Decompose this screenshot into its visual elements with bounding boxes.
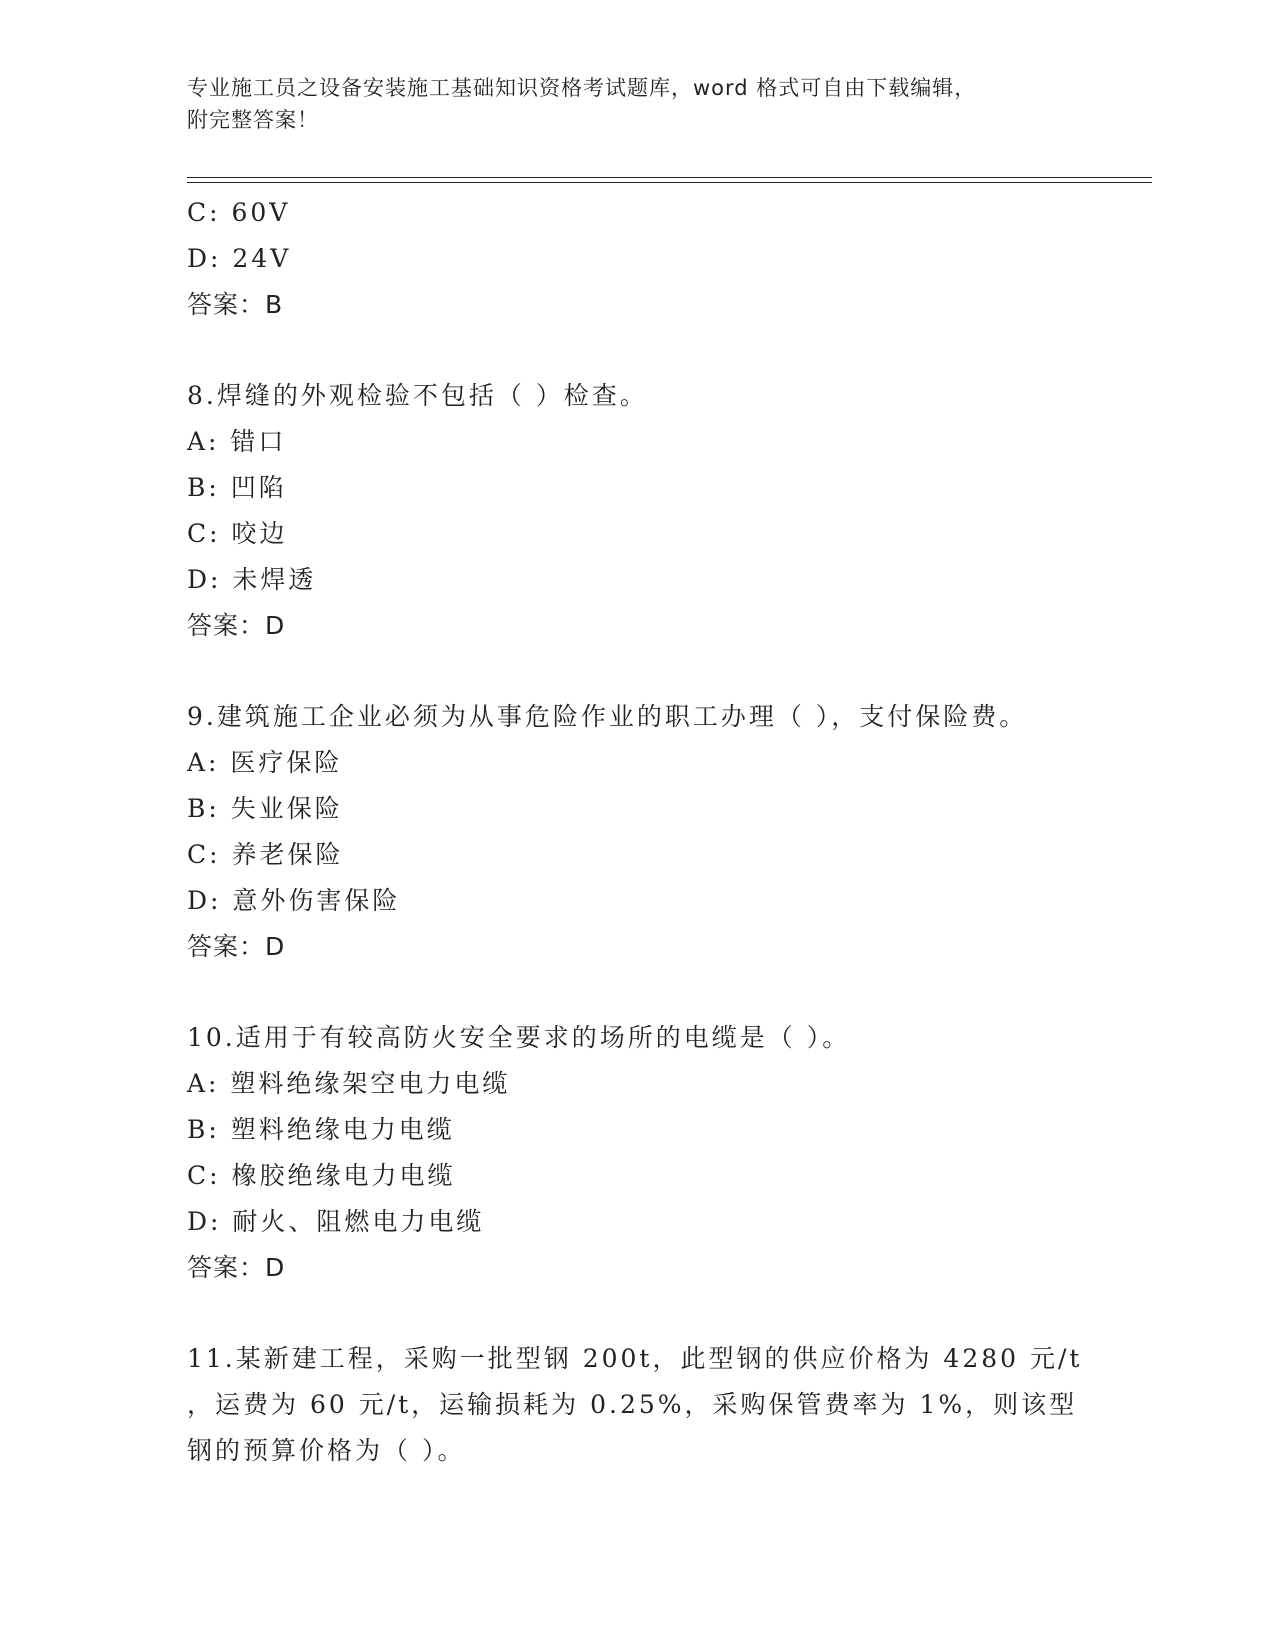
answer: 答案：D (187, 932, 286, 961)
option-d: D: 24V (187, 244, 292, 273)
option-b: B: 失业保险 (187, 794, 343, 823)
header-line-1: 专业施工员之设备安装施工基础知识资格考试题库，word 格式可自由下载编辑， (187, 76, 977, 100)
option-c: C: 橡胶绝缘电力电缆 (187, 1161, 456, 1190)
option-c: C: 咬边 (187, 519, 288, 548)
option-d: D: 耐火、阻燃电力电缆 (187, 1207, 485, 1236)
answer: 答案：D (187, 611, 286, 640)
option-a: A: 医疗保险 (187, 748, 343, 777)
header-divider-bottom (187, 182, 1152, 183)
question-stem-line-2: ，运费为 60 元/t，运输损耗为 0.25%，采购保管费率为 1%，则该型 (187, 1390, 1078, 1419)
question-stem: 8.焊缝的外观检验不包括（ ）检查。 (187, 381, 648, 410)
question-11 (187, 1336, 1087, 1474)
question-stem: 9.建筑施工企业必须为从事危险作业的职工办理（ ），支付保险费。 (187, 702, 1028, 731)
answer: 答案：D (187, 1253, 286, 1282)
option-d: D: 意外伤害保险 (187, 886, 401, 915)
answer: 答案：B (187, 290, 284, 319)
header-line-2: 附完整答案！ (187, 108, 319, 132)
option-c: C: 养老保险 (187, 840, 344, 869)
option-b: B: 塑料绝缘电力电缆 (187, 1115, 455, 1144)
question-stem-line-1: 11.某新建工程，采购一批型钢 200t，此型钢的供应价格为 4280 元/t (187, 1344, 1083, 1373)
option-a: A: 塑料绝缘架空电力电缆 (187, 1069, 511, 1098)
header-divider-top (187, 177, 1152, 178)
question-stem: 10.适用于有较高防火安全要求的场所的电缆是（ ）。 (187, 1023, 851, 1052)
option-b: B: 凹陷 (187, 473, 287, 502)
option-a: A: 错口 (187, 427, 287, 456)
document-header (187, 72, 1087, 136)
option-d: D: 未焊透 (187, 565, 317, 594)
question-content (187, 190, 1087, 1474)
question-stem-line-3: 钢的预算价格为（ ）。 (187, 1436, 466, 1465)
option-c: C: 60V (187, 198, 291, 227)
